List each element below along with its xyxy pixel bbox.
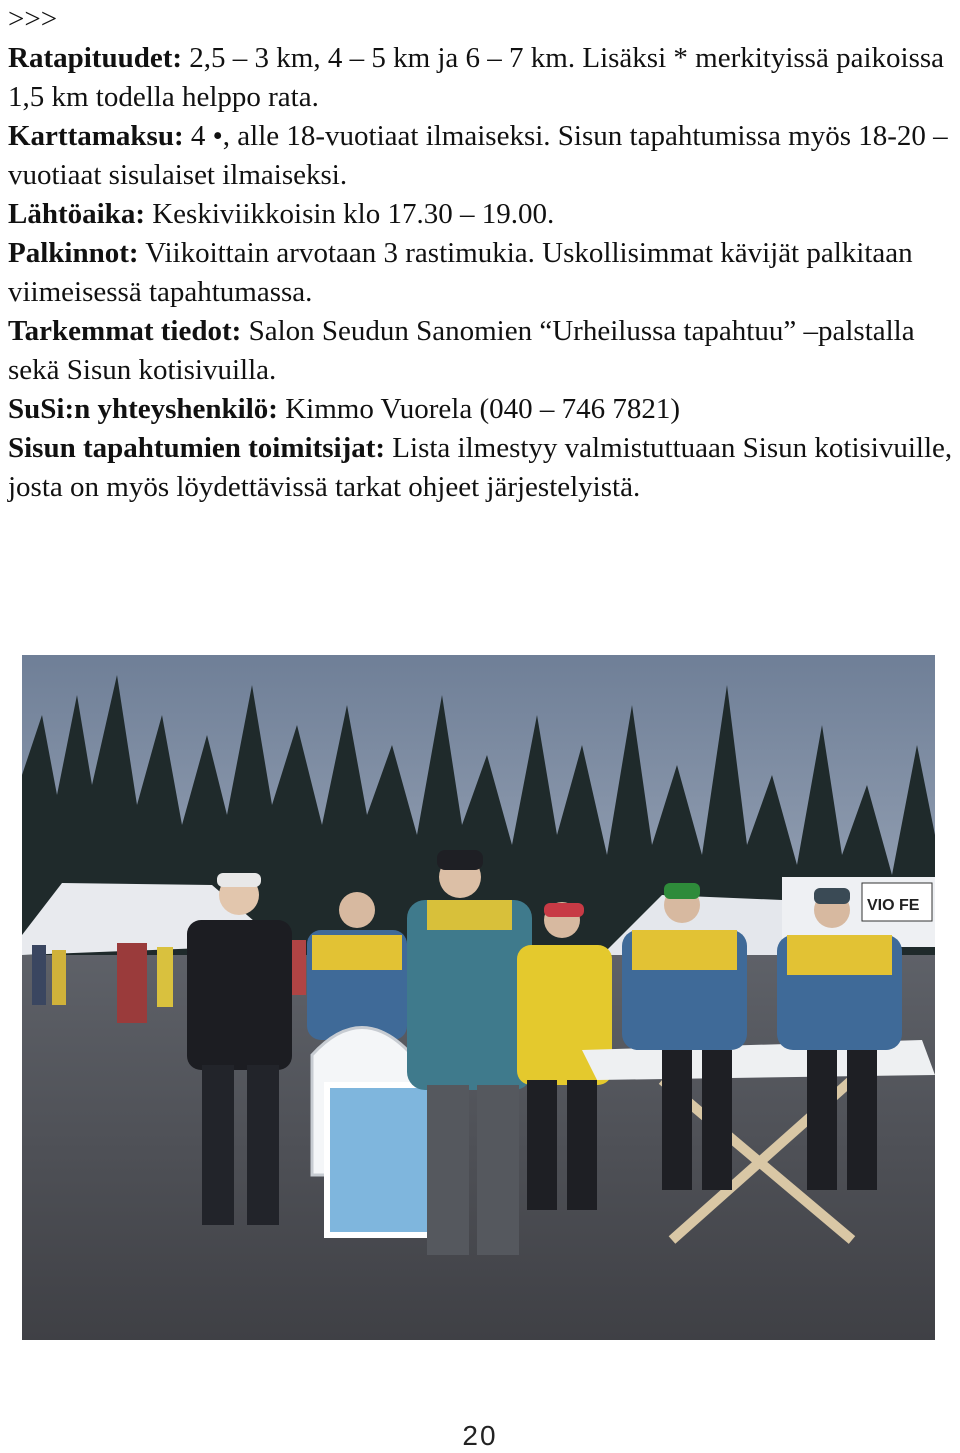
entry-text: Keskiviikkoisin klo 17.30 – 19.00. — [144, 198, 555, 230]
section-marker: >>> — [8, 3, 58, 35]
entry-officials — [8, 429, 958, 507]
entry-label: SuSi:n yhteyshenkilö: — [8, 393, 278, 425]
entry-map-fee — [8, 117, 958, 195]
entry-text: 4 •, alle 18-vuotiaat ilmaiseksi. Sisun tapahtumissa myös 18-20 –vuotiaat sisulaiset ilmaiseksi. — [8, 120, 948, 191]
event-photo — [22, 655, 935, 1340]
entry-course-lengths — [8, 39, 958, 117]
event-photo-illustration — [22, 655, 935, 1340]
entry-label: Karttamaksu: — [8, 120, 184, 152]
entry-more-info — [8, 312, 958, 390]
entry-label: Ratapituudet: — [8, 42, 183, 74]
info-text-block — [8, 0, 958, 507]
entry-text: Kimmo Vuorela (040 – 746 7821) — [277, 393, 681, 425]
entry-text: Lista ilmestyy valmistuttuaan Sisun kotisivuille, josta on myös löydettävissä tarkat ohjeet järjestelyistä. — [8, 432, 953, 503]
entry-label: Palkinnot: — [8, 237, 139, 269]
tent-sign-text: VIO FE — [867, 897, 920, 914]
entry-prizes — [8, 234, 958, 312]
entry-start-time — [8, 195, 958, 234]
entry-contact — [8, 390, 958, 429]
entry-label: Sisun tapahtumien toimitsijat: — [8, 432, 386, 464]
entry-text: 2,5 – 3 km, 4 – 5 km ja 6 – 7 km. Lisäksi * merkityissä paikoissa 1,5 km todella helppo rata. — [8, 42, 945, 113]
entry-label: Lähtöaika: — [8, 198, 145, 230]
entry-text: Salon Seudun Sanomien “Urheilussa tapahtuu” –palstalla sekä Sisun kotisivuilla. — [8, 315, 915, 386]
entry-text: Viikoittain arvotaan 3 rastimukia. Uskollisimmat kävijät palkitaan viimeisessä tapahtumassa. — [8, 237, 913, 308]
entry-label: Tarkemmat tiedot: — [8, 315, 242, 347]
page-number: 20 — [462, 1420, 498, 1451]
